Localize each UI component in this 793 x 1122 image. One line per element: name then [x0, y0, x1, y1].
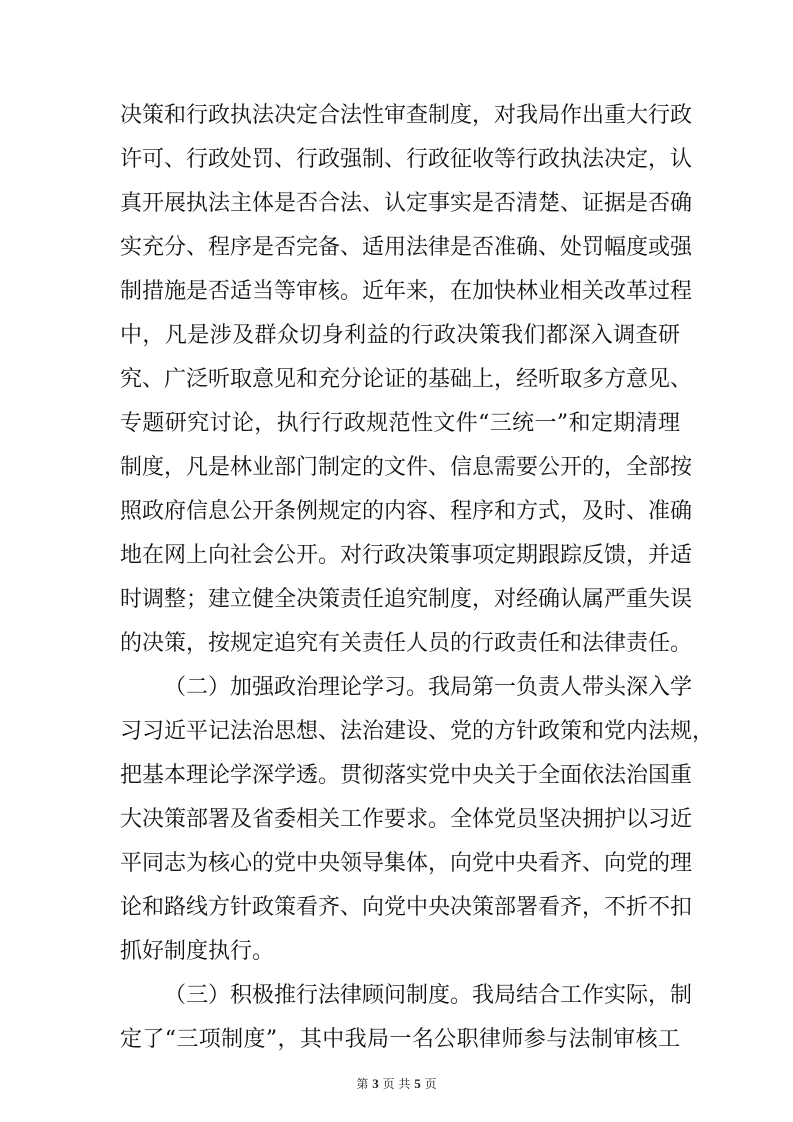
text-line: 究、广泛听取意见和充分论证的基础上，经听取多方意见、 [120, 367, 693, 392]
section-heading-line: （二）加强政治理论学习。我局第一负责人带头深入学 [164, 675, 693, 700]
text-line: 的决策，按规定追究有关责任人员的行政责任和法律责任。 [120, 631, 693, 656]
current-page-number: 3 [372, 1076, 379, 1091]
text-line: 平同志为核心的党中央领导集体，向党中央看齐、向党的理 [120, 851, 693, 876]
text-line: 制措施是否适当等审核。近年来，在加快林业相关改革过程 [120, 279, 693, 304]
footer-prefix: 第 [356, 1077, 369, 1091]
footer-middle: 页 共 [382, 1077, 411, 1091]
text-line: 大决策部署及省委相关工作要求。全体党员坚决拥护以习近 [120, 807, 693, 832]
body-text [120, 94, 715, 1062]
text-line: 真开展执法主体是否合法、认定事实是否清楚、证据是否确 [120, 191, 693, 216]
page-footer [0, 1076, 793, 1092]
text-line: 把基本理论学深学透。贯彻落实党中央关于全面依法治国重 [120, 763, 693, 788]
text-line: 论和路线方针政策看齐、向党中央决策部署看齐，不折不扣 [120, 895, 693, 920]
text-line: 照政府信息公开条例规定的内容、程序和方式，及时、准确 [120, 499, 693, 524]
text-line: 习习近平记法治思想、法治建设、党的方针政策和党内法规， [120, 719, 715, 744]
total-pages-number: 5 [414, 1076, 421, 1091]
text-line: 中，凡是涉及群众切身利益的行政决策我们都深入调查研 [120, 323, 680, 348]
text-line: 定了“三项制度”，其中我局一名公职律师参与法制审核工 [120, 1027, 680, 1052]
text-line: 时调整；建立健全决策责任追究制度，对经确认属严重失误 [120, 587, 693, 612]
footer-suffix: 页 [424, 1077, 437, 1091]
text-line: 许可、行政处罚、行政强制、行政征收等行政执法决定，认 [120, 147, 693, 172]
section-heading-line: （三）积极推行法律顾问制度。我局结合工作实际，制 [164, 983, 693, 1008]
text-line: 抓好制度执行。 [120, 939, 275, 964]
text-line: 制度，凡是林业部门制定的文件、信息需要公开的，全部按 [120, 455, 693, 480]
text-line: 专题研究讨论，执行行政规范性文件“三统一”和定期清理 [120, 411, 680, 436]
text-line: 地在网上向社会公开。对行政决策事项定期跟踪反馈，并适 [120, 543, 693, 568]
text-line: 实充分、程序是否完备、适用法律是否准确、处罚幅度或强 [120, 235, 693, 260]
text-line: 决策和行政执法决定合法性审查制度，对我局作出重大行政 [120, 103, 693, 128]
